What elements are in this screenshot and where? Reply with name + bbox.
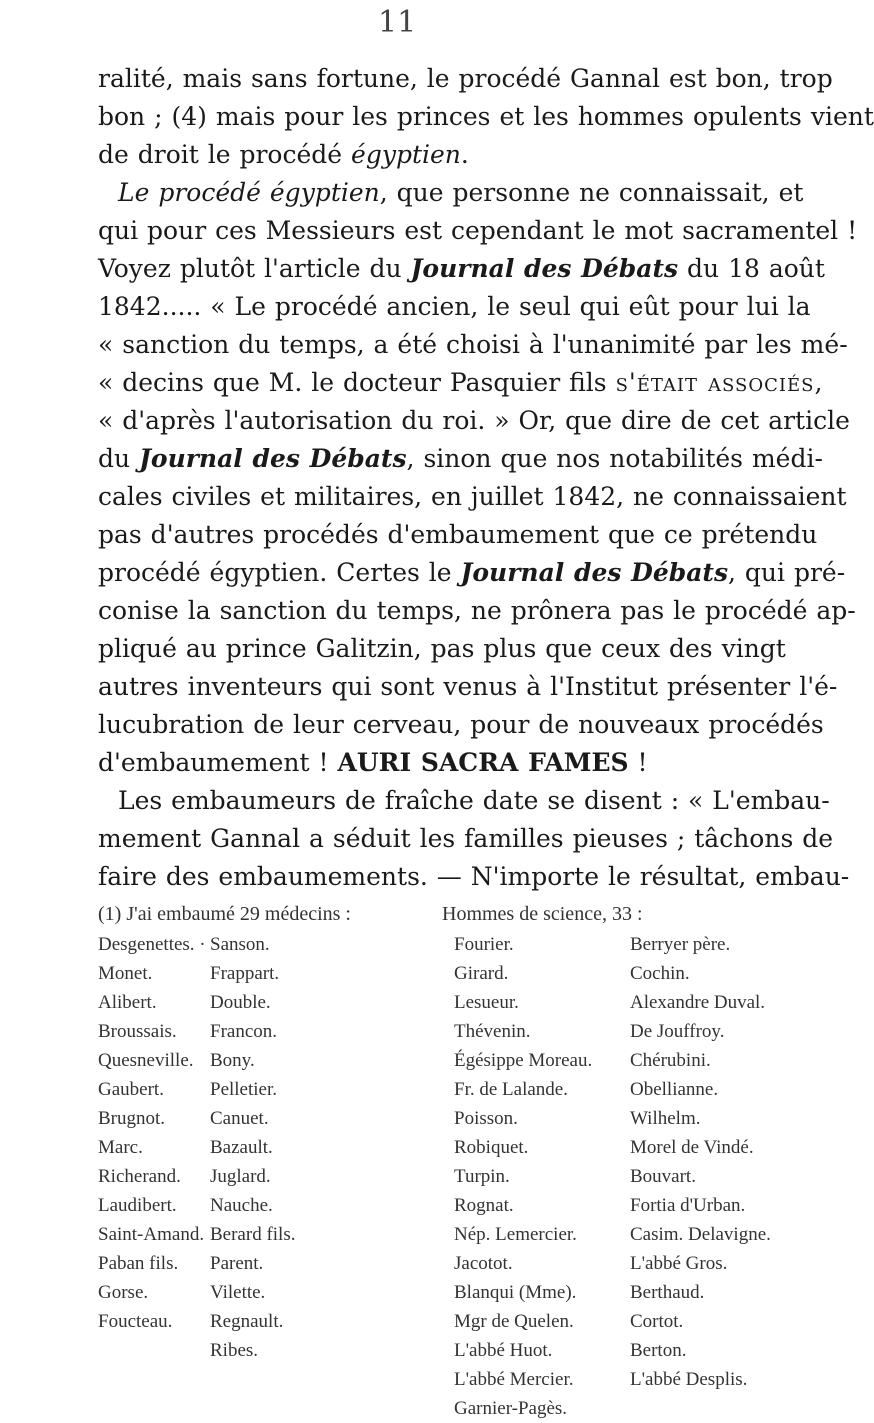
text-line: pliqué au prince Galitzin, pas plus que ceux des vingt — [98, 634, 786, 663]
text-line: conise la sanction du temps, ne prônera pas le procédé ap- — [98, 596, 856, 625]
list-item: Canuet. — [210, 1108, 269, 1129]
list-item: Wilhelm. — [630, 1108, 701, 1129]
list-item: Cochin. — [630, 963, 690, 984]
text-line: qui pour ces Messieurs est cependant le mot sacramentel ! — [98, 216, 858, 245]
text-line: mement Gannal a séduit les familles pieuses ; tâchons de — [98, 824, 834, 853]
list-item: De Jouffroy. — [630, 1021, 725, 1042]
list-item: Frappart. — [210, 963, 280, 984]
text-line: d'embaumement ! AURI SACRA FAMES ! — [98, 748, 648, 777]
list-item: Ribes. — [210, 1340, 259, 1361]
list-item: Fourier. — [454, 934, 514, 955]
text-line: de droit le procédé égyptien. — [98, 140, 469, 169]
list-item: Cortot. — [630, 1311, 684, 1332]
list-item: Turpin. — [454, 1166, 510, 1187]
text-line: Les embaumeurs de fraîche date se disent : « L'embau- — [118, 786, 830, 815]
list-item: Casim. Delavigne. — [630, 1224, 771, 1245]
list-item: Brugnot. — [98, 1108, 166, 1129]
list-item: Pelletier. — [210, 1079, 278, 1100]
text-line: faire des embaumements. — N'importe le résultat, embau- — [98, 862, 850, 891]
list-item: Poisson. — [454, 1108, 518, 1129]
list-item: Desgenettes. · — [98, 934, 206, 955]
list-item: Chérubini. — [630, 1050, 711, 1071]
list-item: L'abbé Huot. — [454, 1340, 553, 1361]
list-item: Berthaud. — [630, 1282, 705, 1303]
text-line: lucubration de leur cerveau, pour de nouveaux procédés — [98, 710, 824, 739]
list-item: Saint-Amand. — [98, 1224, 205, 1245]
list-item: Double. — [210, 992, 271, 1013]
list-item: Laudibert. — [98, 1195, 177, 1216]
list-item: L'abbé Mercier. — [454, 1369, 574, 1390]
page-number: 11 — [378, 5, 417, 40]
list-item: Broussais. — [98, 1021, 177, 1042]
list-item: Bouvart. — [630, 1166, 696, 1187]
scientists-column-2 — [630, 930, 771, 1394]
list-item: Fr. de Lalande. — [454, 1079, 568, 1100]
list-item: Berton. — [630, 1340, 687, 1361]
list-item: Parent. — [210, 1253, 264, 1274]
list-item: Juglard. — [210, 1166, 271, 1187]
list-item: Richerand. — [98, 1166, 181, 1187]
list-item: Lesueur. — [454, 992, 519, 1013]
text-line: cales civiles et militaires, en juillet 1842, ne connaissaient — [98, 482, 847, 511]
list-item: Francon. — [210, 1021, 278, 1042]
list-item: Foucteau. — [98, 1311, 173, 1332]
list-item: Marc. — [98, 1137, 143, 1158]
physicians-column-1 — [98, 930, 206, 1336]
footnote-intro: (1) J'ai embaumé 29 médecins : — [98, 903, 351, 925]
list-item: Sanson. — [210, 934, 270, 955]
text-line: procédé égyptien. Certes le Journal des Débats, qui pré- — [98, 558, 846, 587]
list-item: Gorse. — [98, 1282, 149, 1303]
list-item: Bony. — [210, 1050, 255, 1071]
list-item: Blanqui (Mme). — [454, 1282, 577, 1303]
list-item: Bazault. — [210, 1137, 273, 1158]
text-line: Voyez plutôt l'article du Journal des Débats du 18 août — [98, 254, 825, 283]
text-line: Le procédé égyptien, que personne ne connaissait, et — [118, 178, 804, 207]
list-item: Rognat. — [454, 1195, 514, 1216]
list-item: L'abbé Gros. — [630, 1253, 728, 1274]
list-item: Thévenin. — [454, 1021, 531, 1042]
scientists-column-1 — [454, 930, 592, 1423]
list-item: Gaubert. — [98, 1079, 164, 1100]
text-line: autres inventeurs qui sont venus à l'Institut présenter l'é- — [98, 672, 838, 701]
list-item: Nauche. — [210, 1195, 273, 1216]
list-item: Jacotot. — [454, 1253, 513, 1274]
physicians-column-2 — [210, 930, 295, 1365]
list-item: Morel de Vindé. — [630, 1137, 754, 1158]
text-line: 1842..... « Le procédé ancien, le seul qui eût pour lui la — [98, 292, 811, 321]
text-line: « d'après l'autorisation du roi. » Or, que dire de cet article — [98, 406, 850, 435]
footnote-intro-scientists: Hommes de science, 33 : — [442, 903, 643, 925]
list-item: Berard fils. — [210, 1224, 296, 1245]
text-line: bon ; (4) mais pour les princes et les hommes opulents vient — [98, 102, 874, 131]
text-line: du Journal des Débats, sinon que nos notabilités médi- — [98, 444, 823, 473]
list-item: Obellianne. — [630, 1079, 719, 1100]
list-item: Nép. Lemercier. — [454, 1224, 577, 1245]
list-item: Berryer père. — [630, 934, 731, 955]
text-line: pas d'autres procédés d'embaumement que ce prétendu — [98, 520, 818, 549]
list-item: L'abbé Desplis. — [630, 1369, 748, 1390]
list-item: Vilette. — [210, 1282, 266, 1303]
text-line: « decins que M. le docteur Pasquier fils s'était associés, — [98, 368, 823, 397]
list-item: Paban fils. — [98, 1253, 179, 1274]
text-line: ralité, mais sans fortune, le procédé Gannal est bon, trop — [98, 64, 833, 93]
list-item: Alexandre Duval. — [630, 992, 766, 1013]
list-item: Regnault. — [210, 1311, 284, 1332]
list-item: Quesneville. — [98, 1050, 194, 1071]
list-item: Garnier-Pagès. — [454, 1398, 568, 1419]
list-item: Alibert. — [98, 992, 157, 1013]
list-item: Girard. — [454, 963, 509, 984]
list-item: Monet. — [98, 963, 153, 984]
list-item: Robiquet. — [454, 1137, 529, 1158]
text-line: « sanction du temps, a été choisi à l'unanimité par les mé- — [98, 330, 848, 359]
list-item: Mgr de Quelen. — [454, 1311, 574, 1332]
list-item: Égésippe Moreau. — [454, 1050, 593, 1071]
list-item: Fortia d'Urban. — [630, 1195, 746, 1216]
